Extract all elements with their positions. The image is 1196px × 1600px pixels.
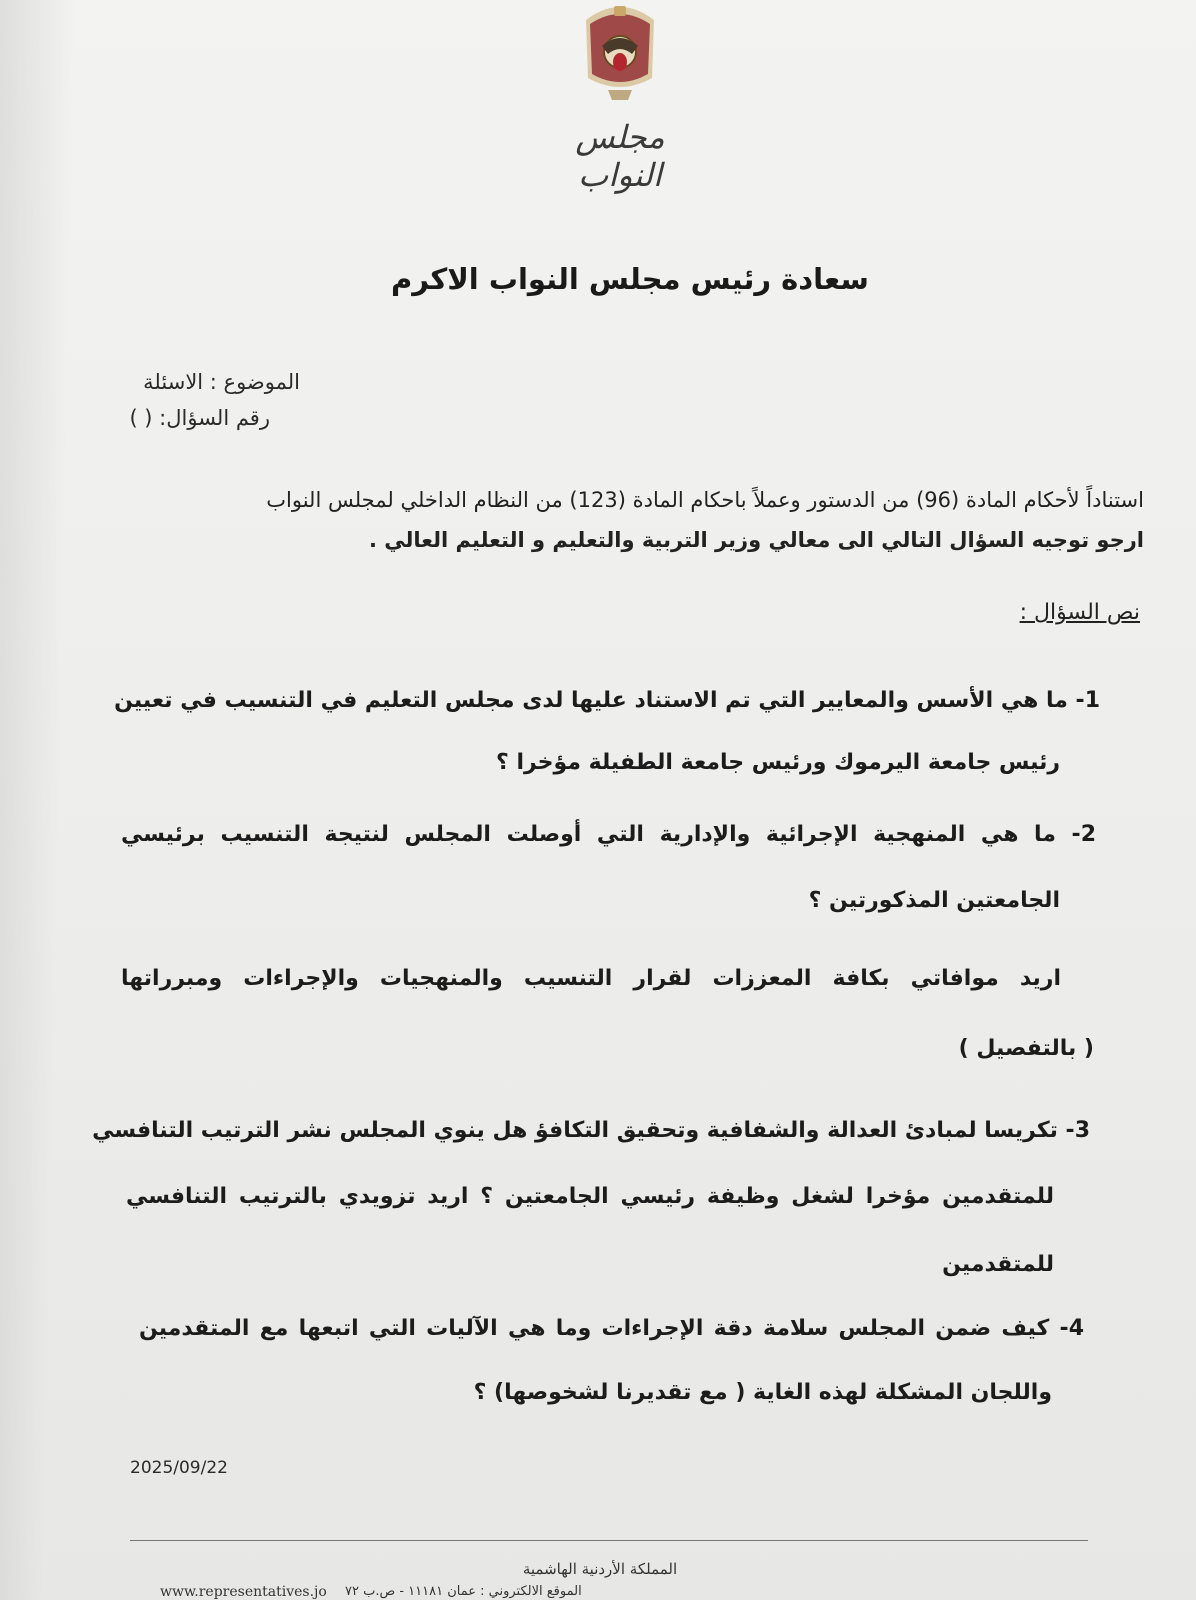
intro-line-1: استناداً لأحكام المادة (96) من الدستور وعملاً باحكام المادة (123) من النظام الداخلي لمجلس النواب: [266, 488, 1144, 512]
footer-contact-line: الموقع الالكتروني : عمان ١١١٨١ - ص.ب ٧٢: [345, 1584, 582, 1599]
footer-divider: [130, 1540, 1088, 1541]
footer-kingdom-name: المملكة الأردنية الهاشمية: [522, 1560, 678, 1578]
question-1-line-1: 1- ما هي الأسس والمعايير التي تم الاستناد عليها لدى مجلس التعليم في التنسيب في تعيين: [114, 688, 1100, 713]
subject-line: الموضوع : الاسئلة: [143, 370, 300, 394]
question-2-line-1: 2- ما هي المنهجية الإجرائية والإدارية التي أوصلت المجلس لنتيجة التنسيب برئيسي: [121, 822, 1096, 847]
addressee-heading: سعادة رئيس مجلس النواب الاكرم: [391, 262, 869, 296]
question-heading: نص السؤال :: [1019, 600, 1140, 625]
question-3-line-1: 3- تكريسا لمبادئ العدالة والشفافية وتحقيق التكافؤ هل ينوي المجلس نشر الترتيب التنافسي: [92, 1118, 1090, 1143]
question-3-line-3: للمتقدمين: [942, 1252, 1054, 1277]
house-calligraphy-logo: مجلس النواب: [575, 118, 665, 194]
request-line-2: ( بالتفصيل ): [958, 1036, 1094, 1061]
footer-website: www.representatives.jo: [160, 1584, 327, 1600]
question-number-line: رقم السؤال: ( ): [129, 406, 270, 430]
question-2-line-2: الجامعتين المذكورتين ؟: [808, 888, 1060, 913]
question-3-line-2: للمتقدمين مؤخرا لشغل وظيفة رئيسي الجامعتين ؟ اريد تزويدي بالترتيب التنافسي: [126, 1184, 1054, 1209]
question-4-line-2: واللجان المشكلة لهذه الغاية ( مع تقديرنا لشخوصها) ؟: [473, 1380, 1052, 1405]
question-1-line-2: رئيس جامعة اليرموك ورئيس جامعة الطفيلة مؤخرا ؟: [496, 750, 1060, 775]
intro-line-2: ارجو توجيه السؤال التالي الى معالي وزير التربية والتعليم و التعليم العالي .: [368, 528, 1144, 552]
document-date: 2025/09/22: [130, 1458, 228, 1478]
royal-emblem-icon: [572, 0, 668, 104]
request-line-1: اريد موافاتي بكافة المعززات لقرار التنسيب والمنهجيات والإجراءات ومبرراتها: [121, 966, 1061, 991]
question-4-line-1: 4- كيف ضمن المجلس سلامة دقة الإجراءات وما هي الآليات التي اتبعها مع المتقدمين: [139, 1316, 1084, 1341]
